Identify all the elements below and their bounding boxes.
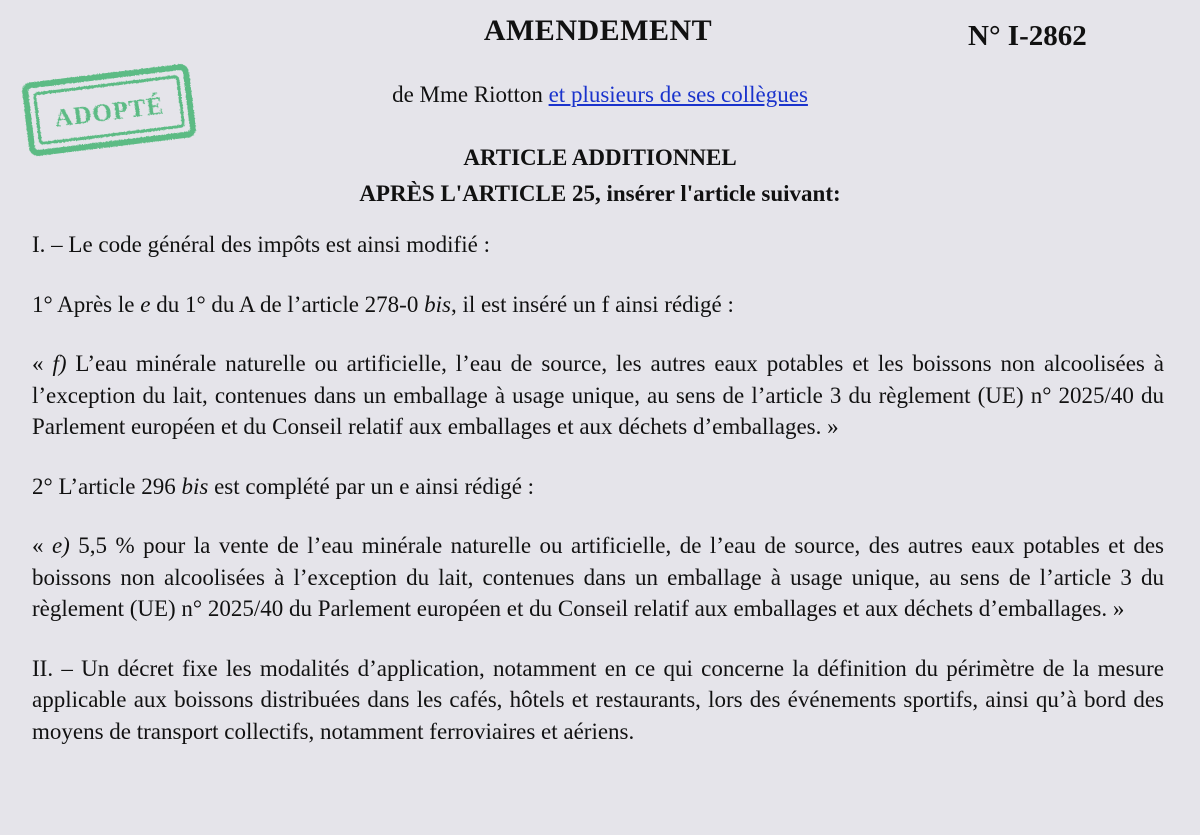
authors-line — [0, 82, 1200, 108]
paragraph-6: II. – Un décret fixe les modalités d’application, notamment en ce qui concerne la définition du périmètre de la mesure applicable aux boissons distribuées dans les cafés, hôtels et restaurants, lors des événements sportifs, ainsi qu’à bord des moyens de transport collectifs, notamment ferroviaires et aériens. — [32, 655, 1164, 744]
p4-text-c: est complété par un e ainsi rédigé : — [208, 473, 535, 499]
p4-text-a: 2° L’article 296 — [32, 473, 182, 499]
p3-text-c: L’eau minérale naturelle ou artificielle, l’eau de source, les autres eaux potables et les boissons non alcoolisées à l’exception du lait, contenues dans un emballage à usage unique, au sens de l’article 3 du règlement (UE) n° 2025/40 du Parlement européen et du Conseil relatif aux emballages et aux déchets d’emballages. » — [32, 351, 1165, 439]
p3-italic-f: f) — [52, 351, 67, 376]
p2-italic-bis: bis — [424, 291, 451, 317]
article-heading: ARTICLE ADDITIONNEL — [463, 145, 737, 170]
p2-italic-e: e — [140, 291, 151, 317]
amendment-number: N° I-2862 — [968, 20, 1087, 52]
paragraph-3 — [32, 348, 1164, 443]
p5-italic-e: e) — [51, 533, 70, 558]
authors-prefix: de Mme Riotton — [392, 82, 549, 107]
p4-italic-bis: bis — [181, 473, 209, 499]
paragraph-1: I. – Le code général des impôts est ainsi modifié : — [32, 232, 490, 257]
stamp-label: ADOPTÉ — [52, 92, 166, 133]
p2-text-c: du 1° du A de l’article 278-0 — [150, 291, 425, 317]
p5-text-a: « — [32, 533, 52, 558]
p2-text-e: , il est inséré un f ainsi rédigé : — [450, 291, 734, 317]
p5-text-c: 5,5 % pour la vente de l’eau minérale naturelle ou artificielle, de l’eau de source, des autres eaux potables et des boissons non alcoolisées à l’exception du lait, contenues dans un emballage à usage unique, au sens de l’article 3 du règlement (UE) n° 2025/40 du Parlement européen et du Conseil relatif aux emballages et aux déchets d’emballages. » — [32, 533, 1164, 621]
paragraph-4 — [32, 471, 1164, 503]
co-authors-link[interactable]: et plusieurs de ses collègues — [548, 82, 808, 107]
document-title: AMENDEMENT — [483, 14, 713, 47]
amendment-body — [32, 229, 1164, 775]
p2-text-a: 1° Après le — [32, 291, 141, 317]
paragraph-2 — [32, 289, 1164, 321]
article-subheading: APRÈS L'ARTICLE 25, insérer l'article suivant: — [359, 181, 841, 206]
paragraph-5 — [32, 530, 1164, 625]
p3-text-a: « — [32, 351, 53, 376]
article-heading-block — [0, 140, 1200, 212]
